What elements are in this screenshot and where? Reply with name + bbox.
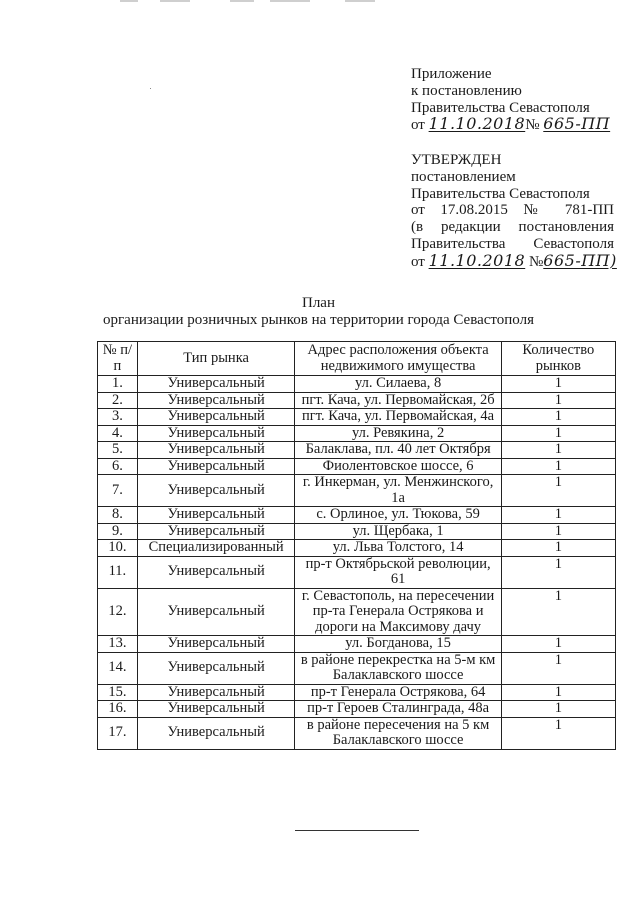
table-row (98, 376, 616, 393)
cell-type: Универсальный (137, 442, 295, 459)
cell-address: пгт. Кача, ул. Первомайская, 2б (295, 392, 501, 409)
cell-type: Специализированный (137, 540, 295, 557)
cell-address: Фиолентовское шоссе, 6 (295, 458, 501, 475)
table-row (98, 475, 616, 507)
cell-address: ул. Силаева, 8 (295, 376, 501, 393)
table-row (98, 717, 616, 749)
cell-num: 15. (98, 684, 138, 701)
cell-count: 1 (501, 392, 615, 409)
cell-address: г. Инкерман, ул. Менжинского, 1а (295, 475, 501, 507)
approved-number-sign: № (523, 202, 550, 219)
cell-address: г. Севастополь, на пересечении пр-та Генерала Острякова и дороги на Максимову дачу (295, 588, 501, 636)
plan-title: План (301, 295, 335, 311)
cell-count: 1 (501, 652, 615, 684)
appendix-date-handwritten: 11.10.2018 (428, 114, 526, 134)
cell-count: 1 (501, 376, 615, 393)
appendix-date-line (411, 116, 610, 134)
approved-line-2: постановлением (411, 168, 516, 185)
cell-address: ул. Щербака, 1 (295, 523, 501, 540)
approved-line-3: Правительства Севастополя (411, 185, 590, 202)
cell-num: 9. (98, 523, 138, 540)
table-row (98, 409, 616, 426)
cell-num: 10. (98, 540, 138, 557)
appendix-number-sign: № (525, 117, 540, 134)
header-num: № п/п (98, 342, 138, 376)
cell-address: ул. Льва Толстого, 14 (295, 540, 501, 557)
cell-address: пр-т Героев Сталинграда, 48а (295, 701, 501, 718)
approved-date-line (411, 250, 617, 271)
edition-word-5: Севастополя (533, 235, 614, 252)
table-row (98, 588, 616, 636)
cell-count: 1 (501, 588, 615, 636)
cell-count: 1 (501, 636, 615, 653)
cell-count: 1 (501, 507, 615, 524)
cell-type: Универсальный (137, 458, 295, 475)
cell-num: 7. (98, 475, 138, 507)
approved-line-5 (411, 219, 614, 236)
cell-count: 1 (501, 409, 615, 426)
table-row (98, 636, 616, 653)
edition-word-2: редакции (441, 219, 501, 236)
table-row (98, 701, 616, 718)
cell-address: пр-т Генерала Острякова, 64 (295, 684, 501, 701)
table-row (98, 425, 616, 442)
cell-count: 1 (501, 523, 615, 540)
cell-type: Универсальный (137, 684, 295, 701)
approved-date: 17.08.2015 (440, 202, 508, 219)
cell-num: 6. (98, 458, 138, 475)
cell-type: Универсальный (137, 588, 295, 636)
approved-block (411, 152, 617, 271)
approved-edition-date-prefix: от (411, 253, 425, 270)
cell-address: ул. Ревякина, 2 (295, 425, 501, 442)
cell-num: 2. (98, 392, 138, 409)
cell-address: ул. Богданова, 15 (295, 636, 501, 653)
table-row (98, 442, 616, 459)
closing-rule (295, 830, 419, 831)
cell-type: Универсальный (137, 701, 295, 718)
cell-type: Универсальный (137, 507, 295, 524)
header-type: Тип рынка (137, 342, 295, 376)
cell-num: 14. (98, 652, 138, 684)
cell-type: Универсальный (137, 475, 295, 507)
table-row (98, 540, 616, 557)
markets-table (97, 341, 616, 750)
table-row (98, 523, 616, 540)
appendix-line-2: к постановлению (411, 82, 522, 99)
cell-count: 1 (501, 442, 615, 459)
cell-num: 3. (98, 409, 138, 426)
scan-artifact-top (120, 0, 390, 3)
appendix-line-3: Правительства Севастополя (411, 99, 590, 116)
cell-count: 1 (501, 475, 615, 507)
cell-num: 1. (98, 376, 138, 393)
cell-type: Универсальный (137, 717, 295, 749)
cell-count: 1 (501, 540, 615, 557)
edition-word-1: (в (411, 219, 424, 236)
cell-type: Универсальный (137, 376, 295, 393)
cell-count: 1 (501, 458, 615, 475)
cell-count: 1 (501, 684, 615, 701)
cell-type: Универсальный (137, 425, 295, 442)
cell-type: Универсальный (137, 652, 295, 684)
table-row (98, 458, 616, 475)
appendix-number-handwritten: 665-ПП (543, 114, 611, 134)
cell-address: с. Орлиное, ул. Тюкова, 59 (295, 507, 501, 524)
cell-count: 1 (501, 701, 615, 718)
cell-address: пгт. Кача, ул. Первомайская, 4а (295, 409, 501, 426)
approved-date-prefix: от (411, 202, 425, 219)
approved-edition-number-sign: № (528, 253, 544, 270)
approved-edition-number-handwritten: 665-ПП) (543, 250, 617, 270)
approved-edition-date-handwritten: 11.10.2018 (428, 250, 526, 270)
plan-subtitle: организации розничных рынков на территории города Севастополя (103, 312, 534, 328)
approved-heading: УТВЕРЖДЕН (411, 152, 502, 168)
appendix-line-1: Приложение (411, 66, 492, 82)
scan-speck (150, 88, 151, 89)
cell-type: Универсальный (137, 392, 295, 409)
cell-address: Балаклава, пл. 40 лет Октября (295, 442, 501, 459)
cell-address: в районе пересечения на 5 км Балаклавского шоссе (295, 717, 501, 749)
appendix-date-prefix: от (411, 117, 425, 134)
edition-word-3: постановления (518, 219, 615, 236)
cell-type: Универсальный (137, 523, 295, 540)
table-row (98, 392, 616, 409)
table-row (98, 684, 616, 701)
appendix-block (411, 66, 610, 134)
cell-address: пр-т Октябрьской революции, 61 (295, 556, 501, 588)
table-row (98, 556, 616, 588)
cell-num: 12. (98, 588, 138, 636)
table-row (98, 507, 616, 524)
cell-count: 1 (501, 717, 615, 749)
header-address: Адрес расположения объекта недвижимого имущества (295, 342, 501, 376)
cell-num: 13. (98, 636, 138, 653)
approved-number: 781-ПП (564, 202, 615, 219)
cell-num: 8. (98, 507, 138, 524)
table-row (98, 652, 616, 684)
cell-num: 5. (98, 442, 138, 459)
cell-type: Универсальный (137, 636, 295, 653)
table-body (98, 376, 616, 750)
cell-num: 4. (98, 425, 138, 442)
approved-line-4 (411, 202, 614, 219)
cell-num: 17. (98, 717, 138, 749)
cell-address: в районе перекрестка на 5-м км Балаклавского шоссе (295, 652, 501, 684)
cell-count: 1 (501, 425, 615, 442)
header-count: Количество рынков (501, 342, 615, 376)
cell-type: Универсальный (137, 409, 295, 426)
cell-num: 11. (98, 556, 138, 588)
edition-word-4: Правительства (411, 235, 506, 252)
cell-num: 16. (98, 701, 138, 718)
cell-type: Универсальный (137, 556, 295, 588)
cell-count: 1 (501, 556, 615, 588)
table-header-row (98, 342, 616, 376)
